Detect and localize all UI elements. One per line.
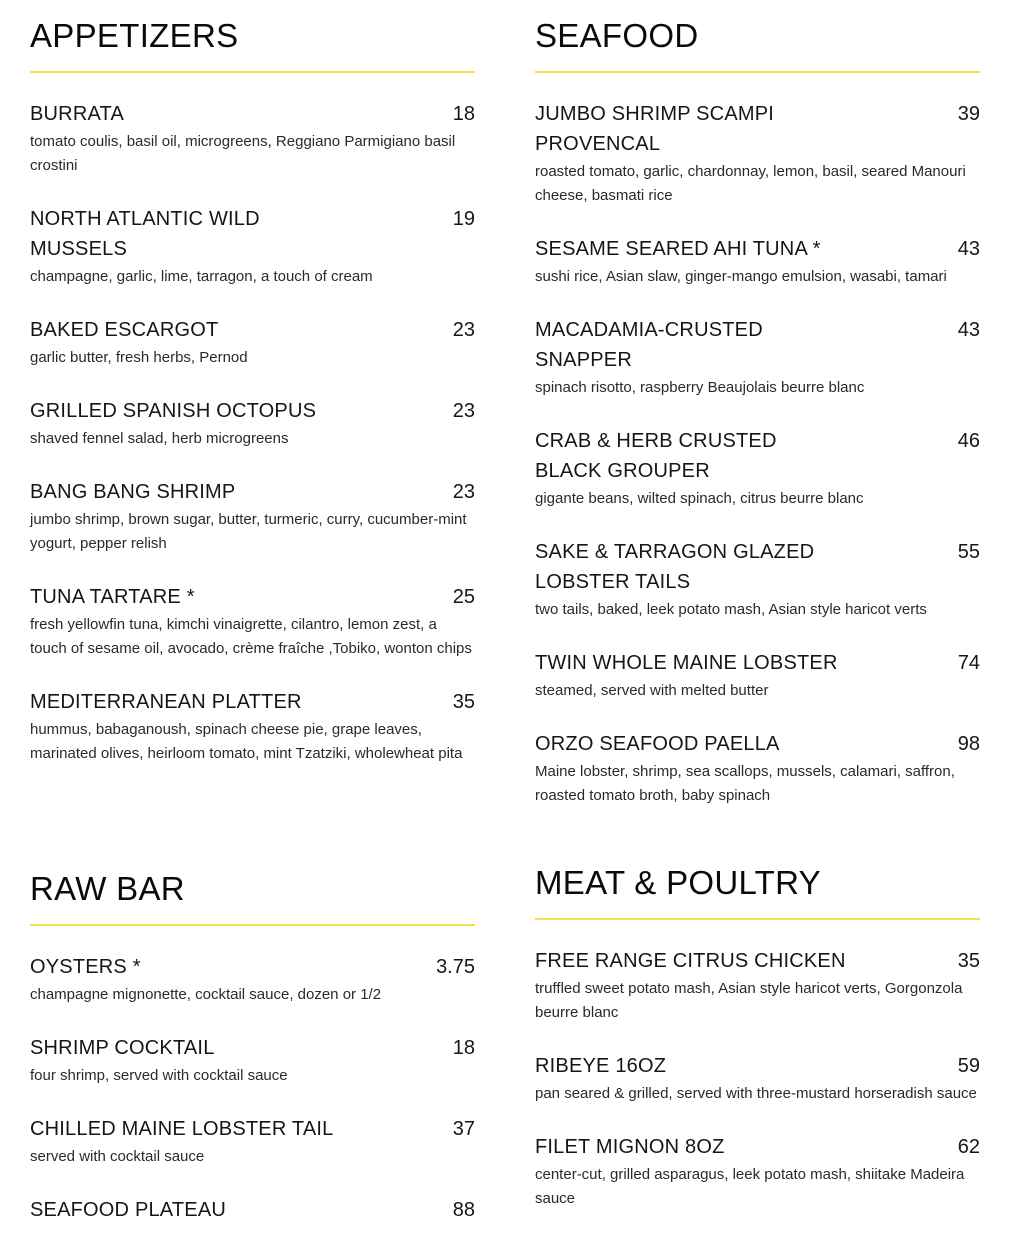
menu-item-escargot (30, 315, 475, 370)
item-name: FREE RANGE CITRUS CHICKEN (535, 950, 846, 972)
item-name: MACADAMIA-CRUSTED SNAPPER (535, 319, 763, 371)
item-description: tomato coulis, basil oil, microgreens, Reggiano Parmigiano basil crostini (30, 133, 456, 174)
item-price: 37 (452, 1118, 475, 1140)
item-price: 43 (957, 238, 980, 260)
section-appetizers (30, 14, 475, 792)
item-description: four shrimp, served with cocktail sauce (30, 1067, 288, 1084)
item-name: MEDITERRANEAN PLATTER (30, 691, 302, 713)
item-description: Maine lobster, shrimp, sea scallops, mussels, calamari, saffron, roasted tomato broth, baby spinach (535, 763, 955, 804)
section-title-meat-poultry: MEAT & POULTRY (535, 864, 821, 901)
menu-item-tuna-tartare (30, 582, 475, 661)
item-price: 23 (452, 319, 475, 341)
item-name: CHILLED MAINE LOBSTER TAIL (30, 1118, 334, 1140)
menu-item-shrimp-cocktail (30, 1033, 475, 1088)
item-description: jumbo shrimp, brown sugar, butter, turmeric, curry, cucumber-mint yogurt, pepper relish (30, 511, 467, 552)
section-divider (535, 918, 980, 920)
item-price: 98 (957, 733, 980, 755)
item-name: NORTH ATLANTIC WILD MUSSELS (30, 208, 260, 260)
item-description: truffled sweet potato mash, Asian style haricot verts, Gorgonzola beurre blanc (535, 980, 963, 1021)
item-name: FILET MIGNON 8OZ (535, 1136, 725, 1158)
item-name: RIBEYE 16OZ (535, 1055, 667, 1077)
item-description: shaved fennel salad, herb microgreens (30, 430, 289, 447)
menu-item-seafood-paella (535, 729, 980, 808)
item-description: served with cocktail sauce (30, 1148, 205, 1165)
menu-item-seafood-plateau (30, 1195, 475, 1225)
menu-item-burrata (30, 99, 475, 178)
item-name: TUNA TARTARE * (30, 586, 195, 608)
item-description: center-cut, grilled asparagus, leek potato mash, shiitake Madeira sauce (535, 1166, 965, 1207)
item-name: JUMBO SHRIMP SCAMPI PROVENCAL (535, 103, 775, 155)
menu-item-oysters (30, 952, 475, 1007)
item-description: pan seared & grilled, served with three-mustard horseradish sauce (535, 1085, 977, 1102)
menu-item-twin-lobster (535, 648, 980, 703)
item-description: two tails, baked, leek potato mash, Asian style haricot verts (535, 601, 927, 618)
item-description: hummus, babaganoush, spinach cheese pie, grape leaves, marinated olives, heirloom tomato, mint Tzatziki, wholewheat pita (30, 721, 463, 762)
menu-item-shrimp-scampi (535, 99, 980, 208)
menu-item-bang-bang-shrimp (30, 477, 475, 556)
section-divider (30, 71, 475, 73)
item-name: SHRIMP COCKTAIL (30, 1037, 215, 1059)
item-description: garlic butter, fresh herbs, Pernod (30, 349, 248, 366)
item-price: 55 (957, 541, 980, 563)
item-price: 59 (957, 1055, 980, 1077)
section-title-seafood: SEAFOOD (535, 17, 699, 54)
item-description: champagne, garlic, lime, tarragon, a touch of cream (30, 268, 373, 285)
menu-item-octopus (30, 396, 475, 451)
section-raw-bar (30, 867, 475, 1251)
menu-item-snapper (535, 315, 980, 400)
section-divider (30, 924, 475, 926)
item-description: gigante beans, wilted spinach, citrus beurre blanc (535, 490, 864, 507)
section-divider (535, 71, 980, 73)
section-title-raw-bar: RAW BAR (30, 870, 185, 907)
item-description: spinach risotto, raspberry Beaujolais beurre blanc (535, 379, 865, 396)
section-title-appetizers: APPETIZERS (30, 17, 239, 54)
item-price: 19 (452, 208, 475, 230)
item-name: BAKED ESCARGOT (30, 319, 219, 341)
item-price: 23 (452, 400, 475, 422)
item-price: 39 (957, 103, 980, 125)
menu-item-black-grouper (535, 426, 980, 511)
item-description: fresh yellowfin tuna, kimchi vinaigrette, cilantro, lemon zest, a touch of sesame oil, avocado, crème fraîche ,Tobiko, wonton chips (30, 616, 472, 657)
item-name: ORZO SEAFOOD PAELLA (535, 733, 780, 755)
item-price: 18 (452, 1037, 475, 1059)
item-description: sushi rice, Asian slaw, ginger-mango emulsion, wasabi, tamari (535, 268, 947, 285)
item-name: SESAME SEARED AHI TUNA * (535, 238, 821, 260)
item-price: 46 (957, 430, 980, 452)
item-price: 35 (452, 691, 475, 713)
menu-item-ahi-tuna (535, 234, 980, 289)
item-name: SAKE & TARRAGON GLAZED LOBSTER TAILS (535, 541, 815, 593)
menu-item-chilled-lobster-tail (30, 1114, 475, 1169)
item-price: 23 (452, 481, 475, 503)
item-description: steamed, served with melted butter (535, 682, 769, 699)
item-name: SEAFOOD PLATEAU (30, 1199, 227, 1221)
item-price: 43 (957, 319, 980, 341)
section-meat-poultry (535, 861, 980, 1237)
menu-item-lobster-tails (535, 537, 980, 622)
item-name: GRILLED SPANISH OCTOPUS (30, 400, 317, 422)
menu-item-citrus-chicken (535, 946, 980, 1025)
item-description: roasted tomato, garlic, chardonnay, lemon, basil, seared Manouri cheese, basmati rice (535, 163, 966, 204)
menu-item-mediterranean-platter (30, 687, 475, 766)
item-description: champagne mignonette, cocktail sauce, dozen or 1/2 (30, 986, 382, 1003)
item-name: TWIN WHOLE MAINE LOBSTER (535, 652, 838, 674)
menu-item-mussels (30, 204, 475, 289)
item-name: CRAB & HERB CRUSTED BLACK GROUPER (535, 430, 777, 482)
item-name: BANG BANG SHRIMP (30, 481, 236, 503)
item-name: BURRATA (30, 103, 124, 125)
section-seafood (535, 14, 980, 834)
menu-item-filet-mignon (535, 1132, 980, 1211)
item-name: OYSTERS * (30, 956, 141, 978)
item-price: 74 (957, 652, 980, 674)
item-price: 3.75 (436, 956, 475, 978)
item-price: 25 (452, 586, 475, 608)
item-price: 62 (957, 1136, 980, 1158)
item-price: 88 (452, 1199, 475, 1221)
menu-item-ribeye (535, 1051, 980, 1106)
item-price: 18 (452, 103, 475, 125)
item-price: 35 (957, 950, 980, 972)
